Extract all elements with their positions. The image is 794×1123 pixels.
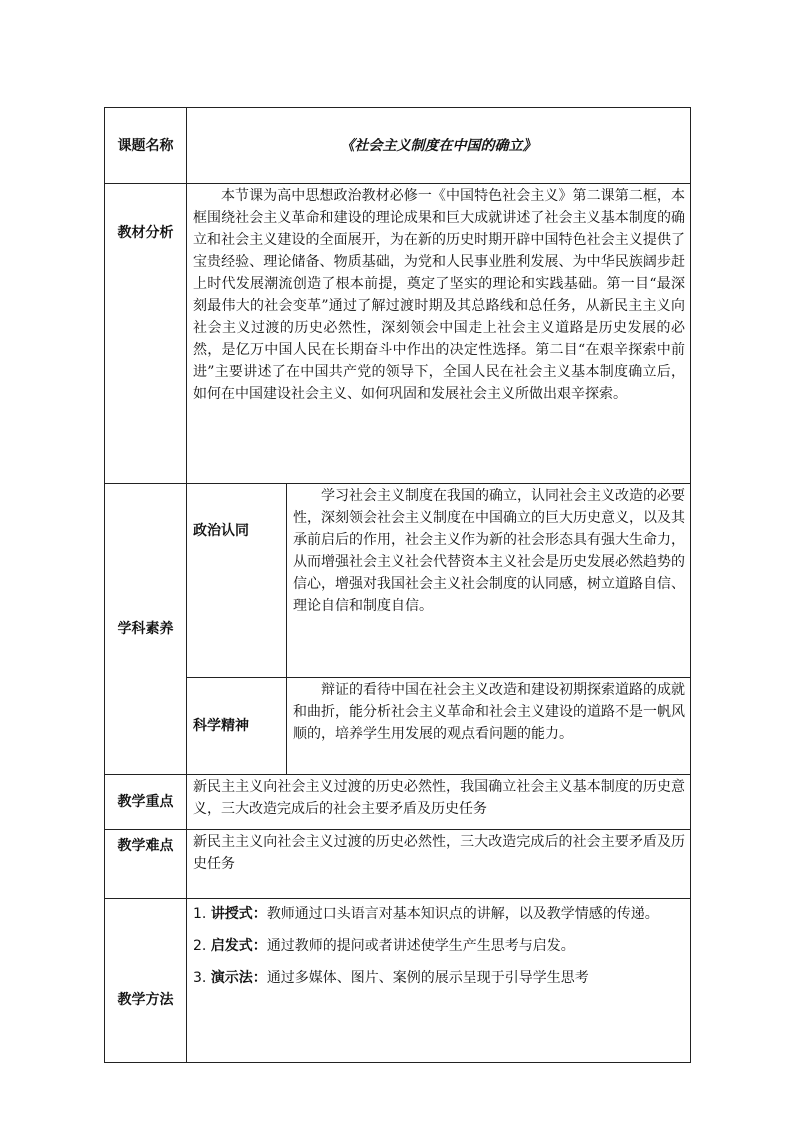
literacy-science-row <box>105 678 691 775</box>
method-item: 1. 讲授式：教师通过口头语言对基本知识点的讲解，以及教学情感的传递。 <box>193 906 659 922</box>
textbook-row <box>105 184 691 484</box>
topic-title: 《社会主义制度在中国的确立》 <box>187 108 691 184</box>
topic-label: 课题名称 <box>105 108 187 184</box>
political-identity-label: 政治认同 <box>187 484 287 678</box>
method-item: 2. 启发式：通过教师的提问或者讲述使学生产生思考与启发。 <box>193 938 575 954</box>
textbook-analysis-text: 本节课为高中思想政治教材必修一《中国特色社会主义》第二课第二框，本框围绕社会主义革命和建设的理论成果和巨大成就讲述了社会主义基本制度的确立和社会主义建设的全面展开，为在新的历史时期开辟中国特色社会主义提供了宝贵经验、理论储备、物质基础，为党和人民事业胜利发展、为中华民族阔步赶上时代发展潮流创造了根本前提，奠定了坚实的理论和实践基础。第一目“最深刻最伟大的社会变革”通过了解过渡时期及其总路线和总任务，从新民主主义向社会主义过渡的历史必然性，深刻领会中国走上社会主义道路是历史发展的必然，是亿万中国人民在长期奋斗中作出的决定性选择。第二目“在艰辛探索中前进”主要讲述了在中国共产党的领导下，全国人民在社会主义基本制度确立后，如何在中国建设社会主义、如何巩固和发展社会主义所做出艰辛探索。 <box>193 188 685 402</box>
topic-row <box>105 108 691 184</box>
scientific-spirit-cell <box>287 678 691 775</box>
scientific-spirit-label: 科学精神 <box>187 678 287 775</box>
political-identity-text: 学习社会主义制度在我国的确立，认同社会主义改造的必要性，深刻领会社会主义制度在中国确立的巨大历史意义，以及其承前启后的作用，社会主义作为新的社会形态具有强大生命力，从而增强社会主义社会代替资本主义社会是历史发展必然趋势的信心，增强对我国社会主义社会制度的认同感，树立道路自信、理论自信和制度自信。 <box>293 488 685 614</box>
methods-cell <box>187 899 691 1063</box>
textbook-label: 教材分析 <box>105 184 187 484</box>
key-points-label: 教学重点 <box>105 775 187 830</box>
methods-row <box>105 899 691 1063</box>
difficulties-cell <box>187 830 691 899</box>
key-points-text: 新民主主义向社会主义过渡的历史必然性，我国确立社会主义基本制度的历史意义，三大改造完成后的社会主要矛盾及历史任务 <box>193 779 685 817</box>
textbook-analysis-cell <box>187 184 691 484</box>
literacy-political-row <box>105 484 691 678</box>
methods-label: 教学方法 <box>105 899 187 1063</box>
political-identity-cell <box>287 484 691 678</box>
scientific-spirit-text: 辩证的看待中国在社会主义改造和建设初期探索道路的成就和曲折，能分析社会主义革命和社会主义建设的道路不是一帆风顺的，培养学生用发展的观点看问题的能力。 <box>293 682 685 742</box>
difficulties-text: 新民主主义向社会主义过渡的历史必然性，三大改造完成后的社会主要矛盾及历史任务 <box>193 834 685 872</box>
literacy-label: 学科素养 <box>105 484 187 775</box>
lesson-plan-table <box>104 107 691 1063</box>
difficulties-row <box>105 830 691 899</box>
key-points-row <box>105 775 691 830</box>
key-points-cell <box>187 775 691 830</box>
method-item: 3. 演示法：通过多媒体、图片、案例的展示呈现于引导学生思考 <box>193 970 589 986</box>
difficulties-label: 教学难点 <box>105 830 187 899</box>
